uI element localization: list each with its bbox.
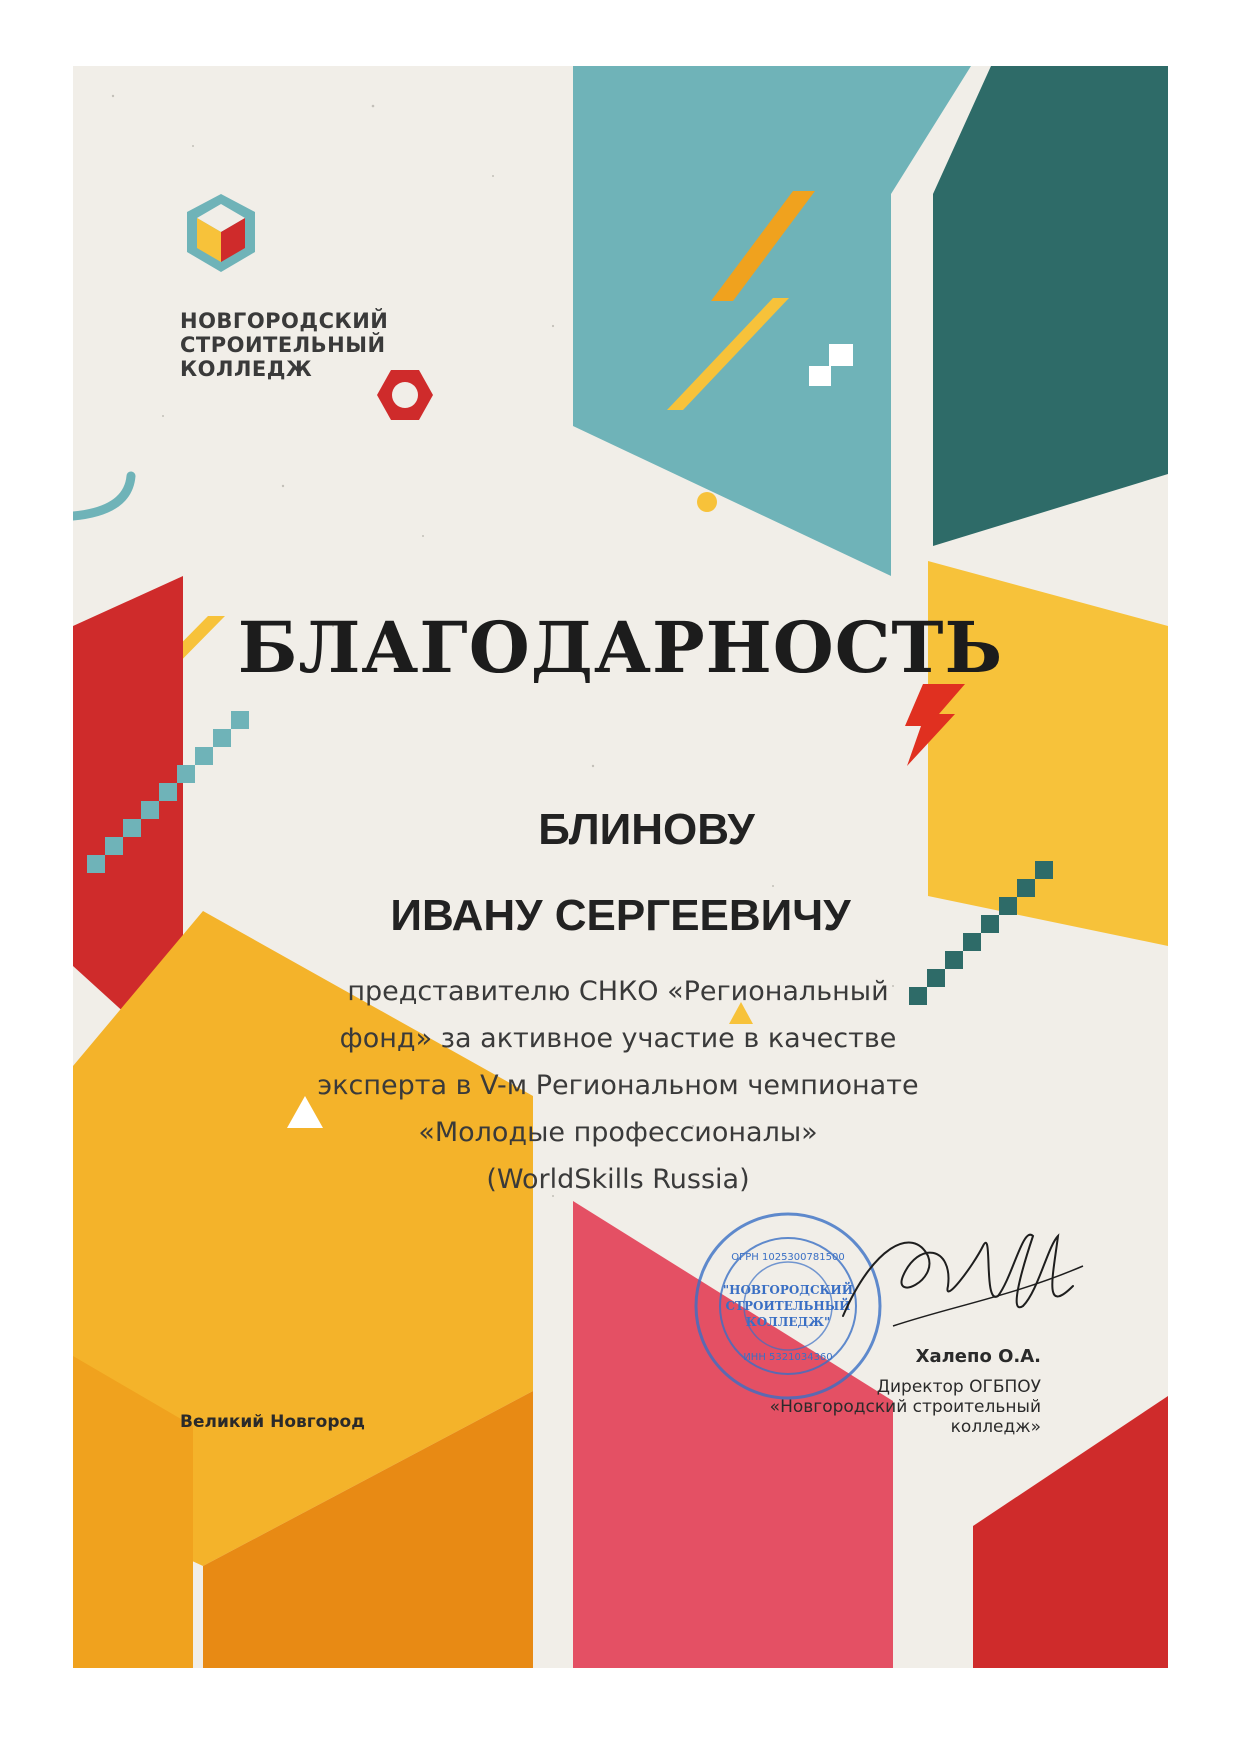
- signer-position-line: Директор ОГБПОУ: [876, 1377, 1041, 1397]
- teal-block-dark: [933, 66, 1168, 546]
- stamp-inn: ИНН 5321034360: [743, 1352, 833, 1363]
- college-name-line: НОВГОРОДСКИЙ: [180, 309, 389, 333]
- white-square-2: [809, 366, 831, 386]
- recipient-surname: БЛИНОВУ: [538, 805, 755, 854]
- college-name-line: СТРОИТЕЛЬНЫЙ: [180, 333, 386, 357]
- stamp-line: КОЛЛЕДЖ": [745, 1315, 831, 1329]
- college-name: [180, 309, 440, 381]
- signer-position-line: колледж»: [950, 1417, 1041, 1437]
- gratitude-line: (WorldSkills Russia): [486, 1164, 750, 1195]
- teal-arc: [73, 476, 131, 516]
- gratitude-text: [268, 968, 968, 1203]
- director-signature: [833, 1206, 1093, 1366]
- hex-nut-hole: [392, 382, 418, 408]
- gratitude-line: «Молодые профессионалы»: [418, 1117, 818, 1148]
- stamp-line: СТРОИТЕЛЬНЫЙ: [725, 1299, 851, 1313]
- white-square-1: [829, 344, 853, 366]
- gratitude-line: представителю СНКО «Региональный: [347, 976, 889, 1007]
- document-title: БЛАГОДАРНОСТЬ: [237, 606, 1004, 689]
- teal-block-light: [573, 66, 971, 576]
- gratitude-line: эксперта в V-м Региональном чемпионате: [317, 1070, 919, 1101]
- signer-block: [770, 1346, 1041, 1437]
- college-name-line: КОЛЛЕДЖ: [180, 357, 313, 381]
- gratitude-line: фонд» за активное участие в качестве: [339, 1023, 897, 1054]
- signer-position: [770, 1377, 1041, 1437]
- signer-position-line: «Новгородский строительный: [769, 1397, 1041, 1417]
- college-logo-icon: [181, 190, 261, 290]
- city-label: Великий Новгород: [180, 1412, 365, 1432]
- yellow-dot: [697, 492, 717, 512]
- certificate-sheet: [73, 66, 1168, 1668]
- recipient-given-names: ИВАНУ СЕРГЕЕВИЧУ: [390, 891, 851, 940]
- signer-name: Халепо О.А.: [915, 1346, 1041, 1367]
- stamp-line: "НОВГОРОДСКИЙ: [722, 1283, 854, 1297]
- stamp-ogrn: ОГРН 1025300781500: [731, 1252, 845, 1263]
